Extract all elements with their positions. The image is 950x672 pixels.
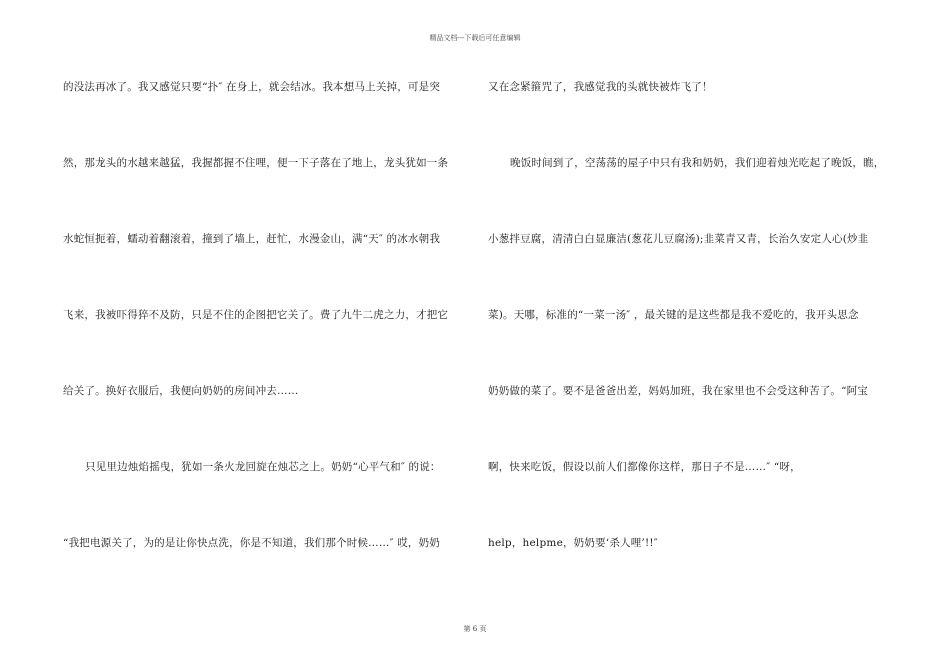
text-line: “我把电源关了，为的是让你快点洗，你是不知道，我们那个时候……″ 哎，奶奶	[63, 537, 441, 549]
text-line: 飞来，我被吓得猝不及防，只是不住的企图把它关了。费了九牛二虎之力，才把它	[63, 309, 449, 321]
text-line: 的没法再冰了。我又感觉只要“扑″ 在身上，就会结冰。我本想马上关掉，可是突	[63, 81, 441, 93]
text-line: 然，那龙头的水越来越猛，我握都握不住哩，便一下子落在了地上，龙头犹如一条	[63, 157, 449, 169]
page-number: 第 6 页	[463, 625, 487, 633]
right-column	[488, 68, 898, 600]
paragraph-start-line: 只见里边烛焰摇曳，犹如一条火龙回旋在烛芯之上。奶奶“心平气和″ 的说：	[85, 461, 441, 473]
text-line: 又在念紧箍咒了，我感觉我的头就快被炸飞了！	[488, 81, 713, 93]
text-line: 小葱拌豆腐，清清白白显廉洁(葱花儿豆腐汤);韭菜青又青，长治久安定人心(炒韭	[488, 233, 869, 245]
text-line: 给关了。换好衣服后，我便向奶奶的房间冲去……	[63, 385, 299, 397]
paragraph-start-line: 晚饭时间到了，空荡荡的屋子中只有我和奶奶，我们迎着烛光吃起了晚饭，瞧，	[510, 157, 885, 169]
text-line: help，helpme，奶奶要‘杀人哩’!!″	[488, 537, 658, 549]
text-line: 啊，快来吃饭，假设以前人们都像你这样，那日子不是……″ “呀，	[488, 461, 801, 473]
text-line: 菜)。天哪，标准的“一菜一汤″ ，最关键的是这些都是我不爱吃的，我开头思念	[488, 309, 859, 321]
page-header: 精品文档---下载后可任意编辑	[429, 34, 521, 42]
left-column	[63, 68, 473, 600]
text-line: 水蛇恒扼着，蠕动着翻滚着，撞到了墙上，赶忙，水漫金山，满“天″ 的冰水朝我	[63, 233, 441, 245]
text-line: 奶奶做的菜了。要不是爸爸出差，妈妈加班，我在家里也不会受这种苦了。“阿宝	[488, 385, 869, 397]
